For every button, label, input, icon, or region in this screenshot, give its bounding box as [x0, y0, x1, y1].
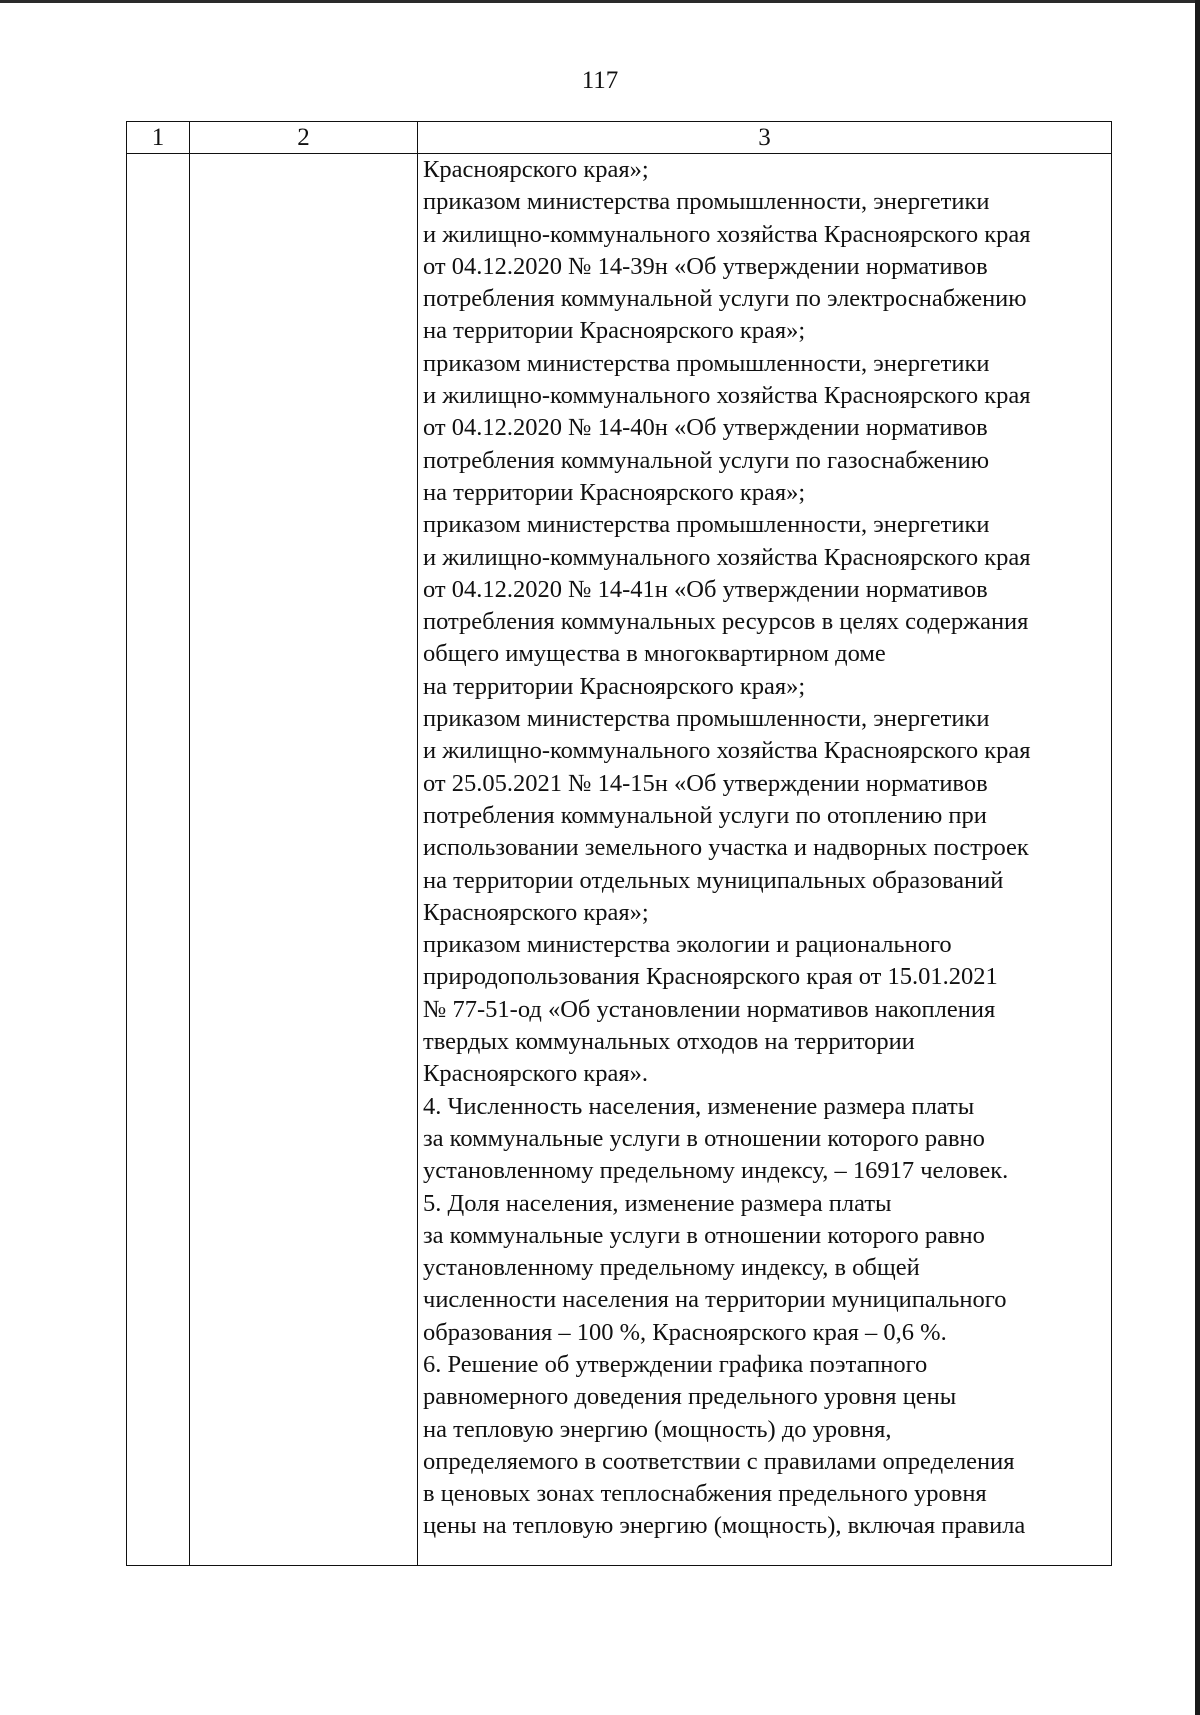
text-line: установленному предельному индексу, – 16917 человек. [423, 1157, 1009, 1185]
text-line: и жилищно-коммунального хозяйства Красноярского края [423, 220, 1031, 248]
text-line: 4. Численность населения, изменение размера платы [423, 1092, 975, 1120]
text-line: потребления коммунальной услуги по электроснабжению [423, 285, 1027, 313]
text-line: установленному предельному индексу, в общей [423, 1254, 920, 1282]
text-line: на территории Красноярского края»; [423, 317, 806, 345]
text-line: на территории Красноярского края»; [423, 672, 806, 700]
text-line: твердых коммунальных отходов на территории [423, 1028, 915, 1056]
text-line: 5. Доля населения, изменение размера платы [423, 1189, 892, 1217]
scan-edge-top [0, 0, 1200, 3]
text-line: на территории Красноярского края»; [423, 478, 806, 506]
text-line: использовании земельного участка и надворных построек [423, 834, 1029, 862]
text-line: общего имущества в многоквартирном доме [423, 640, 886, 668]
table-body-row [127, 154, 1112, 1566]
text-line: Красноярского края». [423, 1060, 649, 1088]
column-header-1: 1 [127, 122, 190, 154]
text-line: и жилищно-коммунального хозяйства Красноярского края [423, 382, 1031, 410]
text-line: равномерного доведения предельного уровня цены [423, 1383, 957, 1411]
column-3-text [418, 154, 1111, 1543]
column-1-cell [127, 154, 190, 1566]
text-line: от 04.12.2020 № 14-40н «Об утверждении нормативов [423, 414, 988, 442]
text-line: Красноярского края»; [423, 898, 649, 926]
page-number: 117 [581, 67, 619, 94]
text-line: от 04.12.2020 № 14-39н «Об утверждении нормативов [423, 252, 988, 280]
text-line: и жилищно-коммунального хозяйства Красноярского края [423, 543, 1031, 571]
text-line: в ценовых зонах теплоснабжения предельного уровня [423, 1480, 987, 1508]
text-line: на тепловую энергию (мощность) до уровня, [423, 1415, 892, 1443]
text-line: приказом министерства промышленности, энергетики [423, 188, 990, 216]
text-line: природопользования Красноярского края от 15.01.2021 [423, 963, 998, 991]
text-line: приказом министерства промышленности, энергетики [423, 349, 990, 377]
text-line: 6. Решение об утверждении графика поэтапного [423, 1350, 928, 1378]
text-line: потребления коммунальных ресурсов в целях содержания [423, 608, 1029, 636]
text-line: приказом министерства экологии и рационального [423, 931, 952, 959]
text-line: Красноярского края»; [423, 156, 649, 183]
text-line: приказом министерства промышленности, энергетики [423, 705, 990, 733]
text-line: потребления коммунальной услуги по газоснабжению [423, 446, 990, 474]
text-line: за коммунальные услуги в отношении которого равно [423, 1124, 985, 1152]
column-header-3: 3 [418, 122, 1112, 154]
text-line: от 04.12.2020 № 14-41н «Об утверждении нормативов [423, 575, 988, 603]
text-line: на территории отдельных муниципальных образований [423, 866, 1004, 894]
text-line: и жилищно-коммунального хозяйства Красноярского края [423, 737, 1031, 765]
text-line: цены на тепловую энергию (мощность), включая правила [423, 1512, 1026, 1540]
column-3-cell [418, 154, 1112, 1566]
table-header-row [127, 122, 1112, 154]
text-line: потребления коммунальной услуги по отоплению при [423, 801, 987, 829]
column-2-cell [190, 154, 418, 1566]
text-line: № 77-51-од «Об установлении нормативов накопления [423, 995, 996, 1023]
column-header-2: 2 [190, 122, 418, 154]
text-line: приказом министерства промышленности, энергетики [423, 511, 990, 539]
document-table [126, 121, 1112, 1566]
text-line: образования – 100 %, Красноярского края – 0,6 %. [423, 1318, 947, 1346]
text-line: численности населения на территории муниципального [423, 1286, 1007, 1314]
text-line: за коммунальные услуги в отношении которого равно [423, 1221, 985, 1249]
text-line: от 25.05.2021 № 14-15н «Об утверждении нормативов [423, 769, 988, 797]
scan-edge-right [1195, 0, 1200, 1715]
text-line: определяемого в соответствии с правилами определения [423, 1447, 1015, 1475]
